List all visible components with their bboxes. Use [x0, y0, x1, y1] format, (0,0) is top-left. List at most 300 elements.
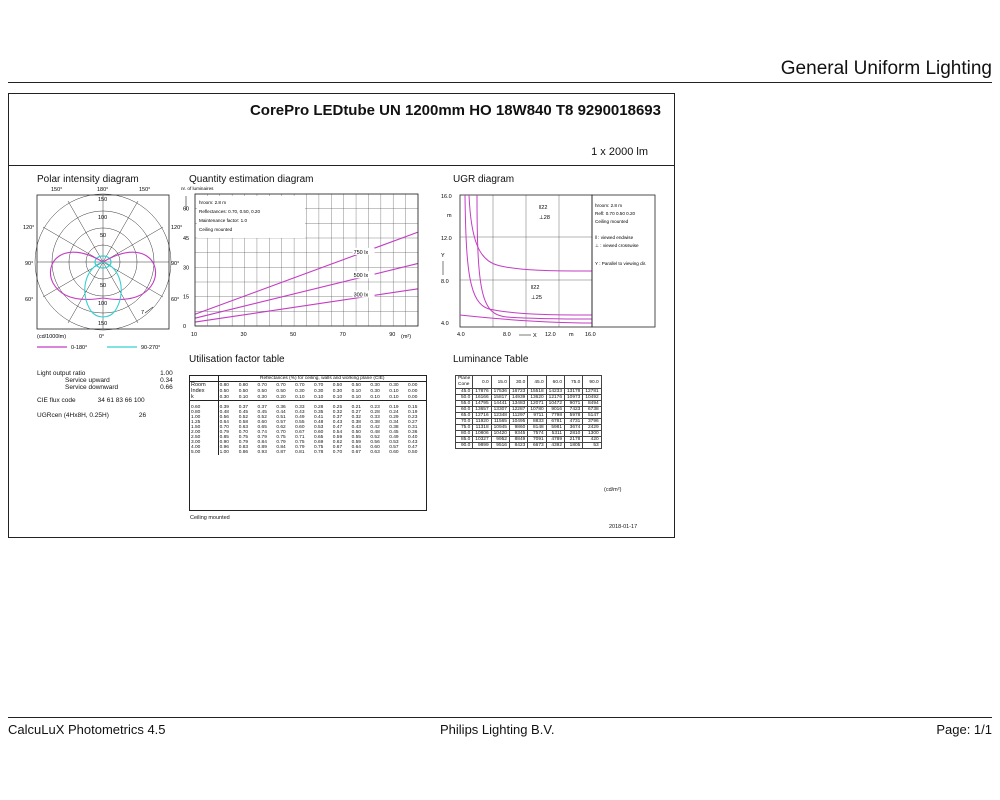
uf-value-cell: 0.39 — [218, 405, 238, 410]
uf-value-cell: 0.43 — [351, 424, 361, 430]
luminance-cell: 13657 — [473, 407, 491, 413]
luminance-cell: 4731 — [565, 419, 583, 425]
cie-flux-value: 34 61 83 66 100 — [97, 397, 145, 404]
uf-value-cell: 0.67 — [332, 444, 343, 450]
uf-value-cell: 0.75 — [295, 439, 305, 445]
luminance-cell: 11565 — [491, 419, 509, 425]
luminance-cell: 10780 — [528, 407, 546, 413]
uf-room-index: 2.00 — [191, 429, 201, 435]
uf-value-cell: 0.52 — [238, 414, 249, 420]
quantity-line-label: 300 lx — [353, 292, 369, 299]
luminance-cell: 9952 — [491, 437, 509, 443]
footer-software: CalcuLuX Photometrics 4.5 — [8, 722, 166, 737]
luminance-row — [456, 443, 602, 449]
luminance-cone: 75.0 — [456, 425, 473, 431]
uf-value-cell: 1.00 — [218, 450, 238, 455]
quantity-xtick: 90 — [389, 332, 396, 338]
uf-value-cell: 0.49 — [389, 434, 399, 440]
polar-ring-label: 50 — [100, 233, 107, 239]
luminance-cell: 12348 — [491, 413, 509, 419]
luminance-cone: 50.0 — [456, 395, 473, 401]
luminance-cell: 7798 — [546, 413, 564, 419]
uf-value-cell: 0.96 — [218, 445, 238, 450]
uf-value-cell: 0.23 — [370, 404, 380, 410]
ugr-label-mid-endwise: ‖22 — [531, 285, 540, 291]
uf-value-cell: 0.27 — [408, 419, 418, 425]
luminance-cell: 10492 — [583, 395, 601, 401]
polar-diagram — [23, 183, 193, 368]
luminance-unit: (cd/m²) — [604, 487, 622, 493]
uf-value-cell: 0.81 — [295, 449, 305, 455]
quantity-ytick: 30 — [183, 265, 190, 272]
uf-value-cell: 0.52 — [257, 414, 267, 420]
ugr-info: Refl: 0.70 0.50 0.20 — [595, 211, 636, 216]
quantity-info: hroom: 2.8 m — [199, 200, 227, 205]
luminance-cell: 9860 — [509, 425, 527, 431]
uf-value-cell: 0.75 — [238, 434, 249, 440]
polar-ring-label: 150 — [98, 321, 108, 327]
uf-reflectance-cell: 0.30 — [218, 394, 238, 401]
luminance-plane-header: 0.0 — [473, 376, 491, 389]
uf-value-cell: 0.67 — [351, 449, 361, 455]
uf-reflectance-cell: 0.50 — [276, 388, 286, 394]
uf-footer: Ceiling mounted — [190, 515, 230, 521]
uf-value-cell: 0.62 — [332, 439, 343, 445]
luminance-cell: 12071 — [528, 401, 546, 407]
uf-value-cell: 0.47 — [332, 424, 343, 430]
luminance-cell: 1805 — [565, 443, 583, 449]
luminance-cell: 15518 — [528, 389, 546, 395]
polar-right-angle-120: 120° — [171, 225, 183, 231]
ugr-ytick: 8.0 — [441, 279, 449, 285]
luminance-cell: 11920 — [473, 419, 491, 425]
uf-value-cell: 0.38 — [351, 419, 361, 425]
luminance-cell: 12716 — [473, 413, 491, 419]
uf-value-cell: 0.60 — [389, 449, 399, 455]
uf-value-cell: 0.69 — [313, 439, 324, 445]
luminance-cell: 8849 — [509, 437, 527, 443]
uf-room-label: Room — [191, 382, 206, 388]
quantity-ytick: 15 — [183, 294, 190, 301]
uf-reflectance-cell: 0.10 — [351, 394, 370, 401]
uf-value-cell: 0.56 — [218, 415, 238, 420]
uf-value-cell: 0.42 — [370, 424, 380, 430]
page-header-title: General Uniform Lighting — [780, 58, 992, 79]
uf-room-index: 0.60 — [191, 404, 201, 410]
uf-reflectance-cell: 0.10 — [313, 394, 332, 401]
luminance-plane-header: 75.0 — [565, 376, 583, 389]
ugr-label-top-endwise: ‖22 — [539, 205, 548, 211]
uf-reflectance-cell: 0.20 — [275, 394, 294, 401]
polar-ring-label: 50 — [100, 283, 107, 289]
uf-value-cell: 0.56 — [370, 439, 380, 445]
uf-value-cell: 0.65 — [257, 424, 267, 430]
luminance-title: Luminance Table — [453, 354, 529, 365]
lamp-config: 1 x 2000 lm — [591, 146, 648, 158]
uf-value-cell: 0.36 — [408, 429, 418, 435]
polar-legend-90-270: 90-270° — [141, 345, 161, 351]
title-rule — [9, 165, 674, 166]
uf-value-cell: 0.28 — [313, 404, 324, 410]
uf-value-cell: 0.15 — [408, 404, 418, 410]
luminance-cell: 17536 — [491, 389, 509, 395]
luminance-cell: 11318 — [473, 425, 491, 431]
uf-value-cell: 0.63 — [370, 449, 380, 455]
luminance-cell: 12287 — [509, 407, 527, 413]
uf-value-cell: 0.57 — [389, 444, 399, 450]
uf-value-cell: 0.60 — [370, 444, 380, 450]
uf-value-cell: 0.41 — [313, 414, 324, 420]
uf-value-cell: 0.48 — [218, 410, 238, 415]
uf-value-cell: 0.21 — [351, 404, 361, 410]
luminance-cell: 5978 — [565, 413, 583, 419]
uf-value-cell: 0.64 — [351, 444, 361, 450]
uf-value-cell: 0.19 — [389, 404, 399, 410]
lor-value: 1.00 — [160, 370, 173, 377]
quantity-xtick: 10 — [191, 332, 198, 338]
luminance-cell: 8423 — [509, 443, 527, 449]
luminance-cell: 13307 — [491, 407, 509, 413]
uf-reflectance-cell: 0.00 — [408, 388, 418, 394]
uf-room-index: 0.80 — [191, 409, 201, 415]
luminance-plane-header: 30.0 — [509, 376, 527, 389]
luminance-cell: 7423 — [565, 407, 583, 413]
luminance-cell: 420 — [583, 437, 601, 443]
luminance-cone: 65.0 — [456, 413, 473, 419]
uf-value-cell: 0.19 — [408, 409, 418, 415]
quantity-ylabel: nr. of luminaires — [181, 186, 214, 191]
quantity-line-label: 750 lx — [353, 249, 369, 256]
uf-room-index: 5.00 — [191, 449, 201, 455]
uf-value-cell: 0.32 — [351, 414, 361, 420]
polar-ring-label: 100 — [98, 301, 108, 307]
ugr-title: UGR diagram — [453, 174, 515, 185]
uf-value-cell: 0.86 — [238, 449, 249, 455]
uf-value-cell: 0.78 — [313, 449, 324, 455]
uf-value-cell: 0.50 — [408, 449, 418, 455]
luminance-cell: 6673 — [528, 443, 546, 449]
uf-value-cell: 0.28 — [370, 409, 380, 415]
luminance-cell: 3796 — [583, 419, 601, 425]
quantity-info: Reflectances: 0.70, 0.50, 0.20 — [199, 209, 261, 214]
quantity-ytick: 60 — [183, 206, 190, 213]
ugr-xlabel: X — [533, 333, 537, 339]
uf-value-cell: 0.40 — [408, 434, 418, 440]
uf-value-cell: 0.54 — [332, 429, 343, 435]
uf-reflectance-cell: 0.30 — [257, 394, 276, 401]
luminance-cell: 13178 — [565, 389, 583, 395]
footer-page-number: Page: 1/1 — [936, 722, 992, 737]
luminance-cell: 5311 — [546, 431, 564, 437]
uf-value-cell: 0.59 — [332, 434, 343, 440]
ugr-xunit: m — [569, 332, 574, 338]
uf-reflectance-cell: 0.30 — [332, 388, 343, 394]
luminance-cone: 80.0 — [456, 431, 473, 437]
luminance-cell: 10327 — [473, 437, 491, 443]
uf-reflectance-cell: 0.70 — [295, 382, 305, 388]
polar-top-angle-left: 150° — [51, 187, 63, 193]
quantity-chart — [175, 184, 425, 346]
uf-value-cell: 0.79 — [218, 430, 238, 435]
uf-value-cell: 0.60 — [295, 424, 305, 430]
uf-value-cell: 0.48 — [313, 419, 324, 425]
ugr-xtick: 8.0 — [503, 332, 511, 338]
luminance-cell: 10973 — [565, 395, 583, 401]
header-rule — [8, 82, 992, 83]
uf-value-cell: 0.60 — [313, 429, 324, 435]
uf-reflectance-cell: 0.10 — [238, 394, 257, 401]
uf-reflectance-cell: 0.50 — [351, 382, 361, 388]
ugr-yunit: m — [447, 213, 452, 219]
uf-value-cell: 0.67 — [295, 429, 305, 435]
uf-reflectance-cell: 0.10 — [332, 394, 351, 401]
uf-reflectance-cell: 0.00 — [408, 382, 418, 388]
ugr-legend: ‖ : viewed endwise — [595, 235, 634, 240]
uf-value-cell: 0.47 — [408, 444, 418, 450]
luminance-cell: 10472 — [546, 401, 564, 407]
luminance-cell: 14233 — [546, 389, 564, 395]
uf-room-label: Index — [191, 388, 205, 394]
uf-reflectance-cell: 0.00 — [407, 394, 426, 401]
uf-value-cell: 0.79 — [295, 444, 305, 450]
ugr-info: hroom: 2.8 m — [595, 203, 623, 208]
uf-value-cell: 0.87 — [276, 449, 286, 455]
quantity-xunit: (m²) — [401, 334, 412, 340]
polar-seven-label: 7 — [141, 310, 145, 316]
luminance-cell: 6738 — [583, 407, 601, 413]
uf-value-cell: 0.58 — [238, 419, 249, 425]
uf-reflectance-cell: 0.50 — [218, 388, 238, 394]
uf-value-cell: 0.50 — [351, 429, 361, 435]
polar-left-angle-120: 120° — [23, 225, 35, 231]
polar-left-angle-90: 90° — [25, 261, 34, 267]
luminance-cell: 10420 — [491, 431, 509, 437]
uf-reflectance-cell: 0.30 — [370, 382, 380, 388]
uf-value-cell: 0.43 — [332, 419, 343, 425]
ugr-legend: ⊥ : viewed crosswise — [595, 243, 639, 248]
luminance-cell: 53 — [583, 443, 601, 449]
luminance-cone: 70.0 — [456, 419, 473, 425]
luminance-cell: 14939 — [509, 395, 527, 401]
ugr-ylabel: Y — [441, 253, 445, 259]
uf-value-cell: 0.45 — [238, 409, 249, 415]
uf-value-cell: 0.33 — [295, 404, 305, 410]
luminance-cell: 2429 — [583, 425, 601, 431]
quantity-line-label: 500 lx — [353, 273, 369, 280]
uf-value-cell: 0.70 — [276, 429, 286, 435]
uf-value-cell: 0.79 — [257, 434, 267, 440]
lor-value: 0.34 — [160, 377, 173, 384]
ugr-info: Ceiling mounted — [595, 219, 629, 224]
ugr-label-mid-crosswise: ⊥25 — [531, 295, 542, 301]
polar-right-angle-90: 90° — [171, 261, 180, 267]
uf-value-cell: 0.75 — [276, 434, 286, 440]
luminance-cell: 12176 — [546, 395, 564, 401]
luminance-plane-header: 90.0 — [583, 376, 601, 389]
ugr-ytick: 12.0 — [441, 236, 452, 242]
uf-value-cell: 0.79 — [238, 439, 249, 445]
ugr-xtick: 16.0 — [585, 332, 596, 338]
luminance-cell: 12781 — [583, 389, 601, 395]
uf-value-cell: 0.53 — [313, 424, 324, 430]
uf-value-cell: 0.57 — [276, 419, 286, 425]
luminance-cell: 2178 — [565, 437, 583, 443]
quantity-ytick: 0 — [183, 324, 187, 330]
luminance-cell: 4789 — [546, 437, 564, 443]
uf-value-cell: 0.74 — [257, 429, 267, 435]
quantity-xtick: 50 — [290, 332, 297, 338]
uf-value-cell: 0.71 — [295, 434, 305, 440]
uf-value-cell: 0.75 — [313, 444, 324, 450]
product-title: CorePro LEDtube UN 1200mm HO 18W840 T8 9290018693 — [249, 102, 661, 119]
ugr-ytick: 16.0 — [441, 194, 452, 200]
uf-value-cell: 0.45 — [257, 409, 267, 415]
uf-value-cell: 0.79 — [276, 439, 286, 445]
uf-reflectance-cell: 0.70 — [276, 382, 286, 388]
polar-top-angle-center: 180° — [97, 187, 109, 193]
luminance-cell: 9071 — [565, 401, 583, 407]
polar-title: Polar intensity diagram — [37, 174, 139, 185]
luminance-cell: 9345 — [509, 431, 527, 437]
polar-left-angle-60: 60° — [25, 297, 34, 303]
uf-value-cell: 0.31 — [408, 424, 418, 430]
uf-value-cell: 0.60 — [257, 419, 267, 425]
lor-value: 0.66 — [160, 384, 173, 391]
quantity-xtick: 70 — [339, 332, 346, 338]
uf-value-cell: 0.34 — [389, 419, 399, 425]
luminance-cell: 7091 — [528, 437, 546, 443]
uf-value-cell: 0.59 — [351, 439, 361, 445]
uf-value-cell: 0.65 — [313, 434, 324, 440]
uf-value-cell: 0.53 — [389, 439, 399, 445]
luminance-cell: 8148 — [528, 425, 546, 431]
luminance-cell: 11297 — [509, 413, 527, 419]
uf-value-cell: 0.24 — [389, 409, 399, 415]
uf-reflectance-cell: 0.30 — [389, 382, 399, 388]
footer-rule — [8, 717, 992, 718]
polar-right-angle-60: 60° — [171, 297, 180, 303]
uf-table-frame — [189, 375, 427, 511]
uf-value-cell: 0.55 — [295, 419, 305, 425]
uf-reflectance-cell: 0.10 — [351, 388, 361, 394]
luminance-corner: Plane Cone — [456, 376, 473, 389]
ugr-legend: Y : Parallel to viewing dir. — [595, 261, 647, 266]
polar-bottom-angle: 0° — [99, 334, 105, 340]
luminance-cell: 13483 — [509, 401, 527, 407]
uf-reflectance-cell: 0.80 — [238, 382, 249, 388]
uf-reflectance-cell: 0.30 — [370, 388, 380, 394]
ugr-label-top-crosswise: ⊥28 — [539, 215, 550, 221]
luminance-cell: 6781 — [546, 419, 564, 425]
uf-value-cell: 0.93 — [257, 449, 267, 455]
luminance-cell: 1300 — [583, 431, 601, 437]
luminance-cell: 15817 — [491, 395, 509, 401]
uf-value-cell: 0.37 — [257, 404, 267, 410]
luminance-cell: 8833 — [528, 419, 546, 425]
uf-value-cell: 0.49 — [295, 414, 305, 420]
uf-value-cell: 0.55 — [351, 434, 361, 440]
uf-value-cell: 0.48 — [370, 429, 380, 435]
luminance-cell: 9516 — [491, 443, 509, 449]
luminance-plane-header: 60.0 — [546, 376, 564, 389]
lor-label: Service upward — [65, 377, 110, 384]
luminance-cell: 5147 — [583, 413, 601, 419]
uf-value-cell: 0.84 — [257, 439, 267, 445]
quantity-title: Quantity estimation diagram — [189, 174, 314, 185]
uf-value-cell: 0.35 — [313, 409, 324, 415]
cie-flux-label: CIE flux code — [37, 397, 76, 404]
luminance-cell: 9711 — [528, 413, 546, 419]
lor-label: Light output ratio — [37, 370, 86, 377]
uf-value-cell: 0.70 — [238, 429, 249, 435]
uf-room-index: 1.00 — [191, 414, 201, 420]
uf-room-label: k — [190, 394, 218, 401]
uf-reflectance-cell: 0.70 — [257, 382, 267, 388]
uf-value-cell: 0.63 — [238, 424, 249, 430]
uf-room-index: 4.00 — [191, 444, 201, 450]
uf-value-cell: 0.51 — [276, 414, 286, 420]
polar-top-angle-right: 150° — [139, 187, 151, 193]
luminance-cone: 60.0 — [456, 407, 473, 413]
luminance-cell: 17876 — [473, 389, 491, 395]
luminance-cell: 2810 — [565, 431, 583, 437]
uf-reflectance-cell: 0.50 — [332, 382, 343, 388]
ugr-cen-label: UGRcen (4Hx8H, 0.25H) — [37, 412, 109, 419]
uf-reflectance-cell: 0.50 — [238, 388, 249, 394]
uf-reflectance-cell: 0.70 — [313, 382, 324, 388]
luminance-cell: 4392 — [546, 443, 564, 449]
luminance-plane-header: 45.0 — [528, 376, 546, 389]
uf-reflectance-cell: 0.80 — [218, 382, 238, 389]
luminance-cell: 7574 — [528, 431, 546, 437]
luminance-cone: 55.0 — [456, 401, 473, 407]
luminance-cell: 14795 — [473, 401, 491, 407]
uf-value-cell: 0.44 — [276, 409, 286, 415]
uf-value-cell: 0.45 — [389, 429, 399, 435]
luminance-cell: 3674 — [565, 425, 583, 431]
luminance-table-wrap — [455, 375, 602, 449]
luminance-cell: 10945 — [491, 425, 509, 431]
uf-value-cell: 0.38 — [370, 419, 380, 425]
luminance-cell: 5981 — [546, 425, 564, 431]
luminance-cell: 10495 — [509, 419, 527, 425]
quantity-xtick: 30 — [240, 332, 247, 338]
uf-reflectance-cell: 0.30 — [313, 388, 324, 394]
uf-value-cell: 0.36 — [276, 404, 286, 410]
luminance-cell: 16723 — [509, 389, 527, 395]
luminance-cell: 13620 — [528, 395, 546, 401]
ugr-cen-value: 26 — [138, 412, 147, 419]
ugr-xtick: 12.0 — [545, 332, 556, 338]
luminance-cone: 90.0 — [456, 443, 473, 449]
lor-label: Service downward — [65, 384, 119, 391]
uf-value-cell: 0.29 — [389, 414, 399, 420]
uf-value-cell: 0.85 — [218, 435, 238, 440]
uf-room-index: 1.50 — [191, 424, 201, 430]
uf-value-cell: 0.37 — [238, 404, 249, 410]
uf-value-cell: 0.62 — [276, 424, 286, 430]
uf-reflectance-cell: 0.10 — [388, 394, 407, 401]
uf-value-cell: 0.64 — [218, 420, 238, 425]
uf-value-cell: 0.70 — [218, 425, 238, 430]
uf-value-cell: 0.52 — [370, 434, 380, 440]
quantity-ytick: 45 — [183, 236, 190, 242]
polar-ring-label: 100 — [98, 215, 108, 221]
luminance-cone: 85.0 — [456, 437, 473, 443]
footer-company: Philips Lighting B.V. — [440, 722, 555, 737]
uf-value-cell: 0.27 — [351, 409, 361, 415]
uf-reflectance-cell: 0.10 — [389, 388, 399, 394]
